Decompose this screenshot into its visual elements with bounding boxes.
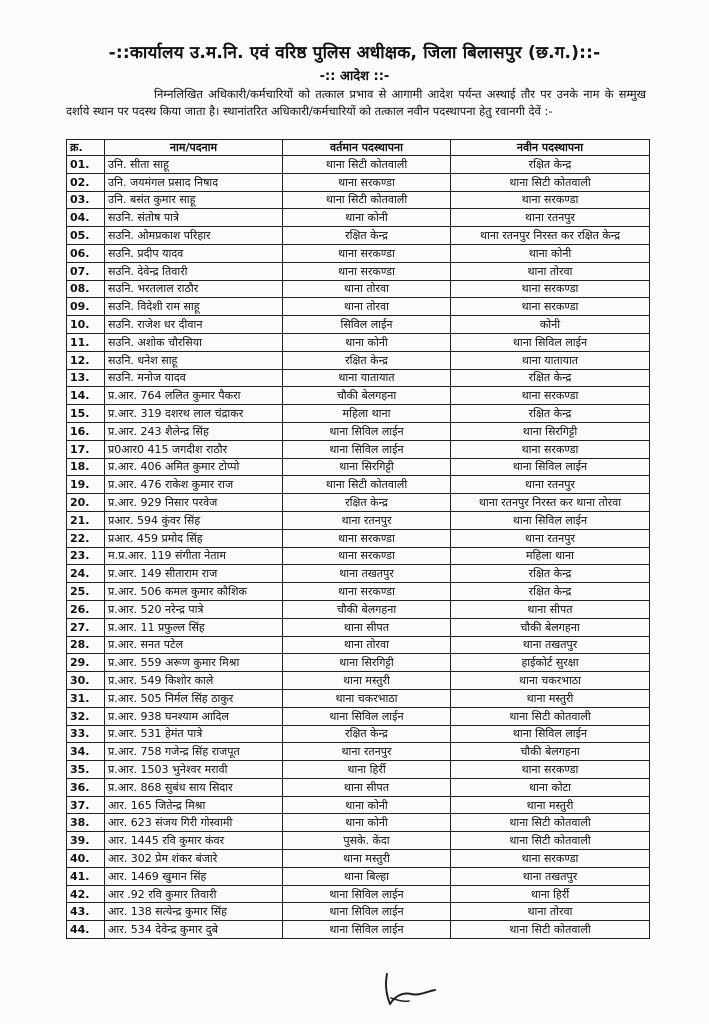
row-new-posting: थाना सिटी कोतवाली bbox=[451, 814, 650, 832]
row-new-posting: थाना कोनी bbox=[451, 244, 650, 262]
header-sno: क्र. bbox=[67, 140, 105, 156]
row-new-posting: थाना सीपत bbox=[451, 600, 650, 618]
row-sno: 20. bbox=[67, 494, 105, 512]
row-name: प्र.आर. 520 नरेन्द्र पात्रे bbox=[105, 600, 283, 618]
row-sno: 35. bbox=[67, 761, 105, 779]
row-name: सउनि. देवेन्द्र तिवारी bbox=[105, 262, 283, 280]
table-row bbox=[67, 369, 650, 387]
row-current-posting: थाना रतनपुर bbox=[283, 511, 451, 529]
row-current-posting: थाना मस्तुरी bbox=[283, 850, 451, 868]
row-new-posting: रक्षित केन्द्र bbox=[451, 369, 650, 387]
signature-mark bbox=[381, 968, 441, 1010]
table-row bbox=[67, 476, 650, 494]
row-current-posting: रक्षित केन्द्र bbox=[283, 494, 451, 512]
table-row bbox=[67, 885, 650, 903]
table-row bbox=[67, 583, 650, 601]
row-name: प्र.आर. 11 प्रफुल्ल सिंह bbox=[105, 618, 283, 636]
table-row bbox=[67, 511, 650, 529]
row-sno: 05. bbox=[67, 227, 105, 245]
row-new-posting: थाना तोरवा bbox=[451, 262, 650, 280]
table-row bbox=[67, 422, 650, 440]
order-title: -:: आदेश ::- bbox=[319, 69, 390, 84]
row-current-posting: सिविल लाईन bbox=[283, 316, 451, 334]
transfer-table bbox=[66, 139, 650, 939]
row-current-posting: रक्षित केन्द्र bbox=[283, 725, 451, 743]
row-sno: 12. bbox=[67, 351, 105, 369]
row-new-posting: हाईकोर्ट सुरक्षा bbox=[451, 654, 650, 672]
row-new-posting: थाना सिटी कोतवाली bbox=[451, 832, 650, 850]
row-name: प्र0आर0 415 जगदीश राठौर bbox=[105, 440, 283, 458]
row-current-posting: थाना कोनी bbox=[283, 209, 451, 227]
row-sno: 10. bbox=[67, 316, 105, 334]
order-intro-paragraph: निम्नलिखित अधिकारी/कर्मचारियों को तत्काल प्रभाव से आगामी आदेश पर्यन्त अस्थाई तौर पर उनके नाम के सम्मुख दर्शाये स्थान पर पदस्थ किया जाता है। स्थानांतरित अधिकारी/कर्मचारियों को तत्काल नवीन पदस्थापना हेतु रवानगी देवें :- bbox=[66, 87, 646, 118]
table-row bbox=[67, 316, 650, 334]
row-new-posting: थाना सरकण्डा bbox=[451, 850, 650, 868]
row-name: प्र.आर. 319 दशरथ लाल चंद्राकर bbox=[105, 405, 283, 423]
row-name: प्र.आर. 149 सीताराम राज bbox=[105, 565, 283, 583]
row-sno: 04. bbox=[67, 209, 105, 227]
row-current-posting: थाना सिरगिट्टी bbox=[283, 458, 451, 476]
row-current-posting: थाना तोरवा bbox=[283, 280, 451, 298]
row-name: प्रआर. 594 कुंवर सिंह bbox=[105, 511, 283, 529]
row-sno: 24. bbox=[67, 565, 105, 583]
table-row bbox=[67, 743, 650, 761]
row-sno: 08. bbox=[67, 280, 105, 298]
row-current-posting: थाना हिर्री bbox=[283, 761, 451, 779]
table-row bbox=[67, 547, 650, 565]
table-row bbox=[67, 244, 650, 262]
row-sno: 32. bbox=[67, 707, 105, 725]
row-sno: 11. bbox=[67, 333, 105, 351]
table-row bbox=[67, 405, 650, 423]
table-body bbox=[67, 156, 650, 939]
row-sno: 14. bbox=[67, 387, 105, 405]
table-row bbox=[67, 903, 650, 921]
header-new-posting: नवीन पदस्थापना bbox=[451, 140, 650, 156]
table-row bbox=[67, 351, 650, 369]
row-new-posting: कोनी bbox=[451, 316, 650, 334]
table-row bbox=[67, 832, 650, 850]
row-current-posting: थाना सिविल लाईन bbox=[283, 707, 451, 725]
row-current-posting: थाना सरकण्डा bbox=[283, 547, 451, 565]
row-current-posting: थाना बिल्हा bbox=[283, 867, 451, 885]
row-sno: 15. bbox=[67, 405, 105, 423]
row-new-posting: थाना सरकण्डा bbox=[451, 440, 650, 458]
row-name: आर. 165 जितेन्द्र मिश्रा bbox=[105, 796, 283, 814]
table-row bbox=[67, 707, 650, 725]
row-name: सउनि. संतोष पात्रे bbox=[105, 209, 283, 227]
row-sno: 36. bbox=[67, 778, 105, 796]
row-sno: 42. bbox=[67, 885, 105, 903]
row-name: प्र.आर. 929 निसार परवेज bbox=[105, 494, 283, 512]
row-current-posting: थाना सीपत bbox=[283, 618, 451, 636]
row-new-posting: रक्षित केन्द्र bbox=[451, 565, 650, 583]
row-new-posting: थाना सरकण्डा bbox=[451, 191, 650, 209]
row-name: प्र.आर. 868 सुबंध साय सिदार bbox=[105, 778, 283, 796]
row-sno: 23. bbox=[67, 547, 105, 565]
office-title: -::कार्यालय उ.म.नि. एवं वरिष्ठ पुलिस अधीक्षक, जिला बिलासपुर (छ.ग.)::- bbox=[108, 43, 601, 63]
row-sno: 29. bbox=[67, 654, 105, 672]
row-sno: 18. bbox=[67, 458, 105, 476]
row-new-posting: चौकी बेलगहना bbox=[451, 743, 650, 761]
table-row bbox=[67, 156, 650, 174]
row-current-posting: थाना कोनी bbox=[283, 333, 451, 351]
row-current-posting: महिला थाना bbox=[283, 405, 451, 423]
table-row bbox=[67, 298, 650, 316]
table-row bbox=[67, 227, 650, 245]
row-new-posting: रक्षित केन्द्र bbox=[451, 405, 650, 423]
row-new-posting: थाना सरकण्डा bbox=[451, 280, 650, 298]
table-row bbox=[67, 921, 650, 939]
row-sno: 43. bbox=[67, 903, 105, 921]
row-current-posting: थाना कोनी bbox=[283, 796, 451, 814]
row-new-posting: रक्षित केन्द्र bbox=[451, 156, 650, 174]
row-new-posting: थाना रतनपुर bbox=[451, 476, 650, 494]
table-row bbox=[67, 618, 650, 636]
row-current-posting: थाना सिविल लाईन bbox=[283, 422, 451, 440]
table-row bbox=[67, 814, 650, 832]
row-new-posting: थाना सरकण्डा bbox=[451, 298, 650, 316]
row-current-posting: थाना सिविल लाईन bbox=[283, 903, 451, 921]
row-current-posting: थाना सरकण्डा bbox=[283, 173, 451, 191]
row-current-posting: थाना तोरवा bbox=[283, 298, 451, 316]
row-current-posting: रक्षित केन्द्र bbox=[283, 227, 451, 245]
row-sno: 01. bbox=[67, 156, 105, 174]
row-sno: 27. bbox=[67, 618, 105, 636]
table-row bbox=[67, 280, 650, 298]
row-current-posting: थाना यातायात bbox=[283, 369, 451, 387]
row-new-posting: थाना सिटी कोतवाली bbox=[451, 707, 650, 725]
row-sno: 44. bbox=[67, 921, 105, 939]
table-row bbox=[67, 191, 650, 209]
row-new-posting: रक्षित केन्द्र bbox=[451, 583, 650, 601]
row-current-posting: थाना सिटी कोतवाली bbox=[283, 156, 451, 174]
row-sno: 40. bbox=[67, 850, 105, 868]
row-name: प्र.आर. 506 कमल कुमार कौशिक bbox=[105, 583, 283, 601]
row-sno: 34. bbox=[67, 743, 105, 761]
table-row bbox=[67, 173, 650, 191]
table-row bbox=[67, 565, 650, 583]
row-name: प्र.आर. 243 शैलेन्द्र सिंह bbox=[105, 422, 283, 440]
row-new-posting: थाना सिविल लाईन bbox=[451, 511, 650, 529]
row-current-posting: थाना सिटी कोतवाली bbox=[283, 476, 451, 494]
row-name: सउनि. अशोक चौरसिया bbox=[105, 333, 283, 351]
row-sno: 26. bbox=[67, 600, 105, 618]
row-name: आर. 302 प्रेम शंकर बंजारे bbox=[105, 850, 283, 868]
table-row bbox=[67, 494, 650, 512]
row-name: प्र.आर. 406 अमित कुमार टोप्पो bbox=[105, 458, 283, 476]
row-name: प्र.आर. 764 ललित कुमार पैकरा bbox=[105, 387, 283, 405]
row-new-posting: थाना यातायात bbox=[451, 351, 650, 369]
row-name: प्र.आर. 1503 भुनेश्वर मरावी bbox=[105, 761, 283, 779]
row-sno: 16. bbox=[67, 422, 105, 440]
row-name: सउनि. मनोज यादव bbox=[105, 369, 283, 387]
row-name: आर. 138 सत्येन्द्र कुमार सिंह bbox=[105, 903, 283, 921]
row-sno: 33. bbox=[67, 725, 105, 743]
row-new-posting: थाना रतनपुर निरस्त कर रक्षित केन्द्र bbox=[451, 227, 650, 245]
table-row bbox=[67, 636, 650, 654]
row-new-posting: थाना सिविल लाईन bbox=[451, 333, 650, 351]
row-name: म.प्र.आर. 119 संगीता नेताम bbox=[105, 547, 283, 565]
table-row bbox=[67, 387, 650, 405]
row-new-posting: थाना सिटी कोतवाली bbox=[451, 173, 650, 191]
row-current-posting: चौकी बेलगहना bbox=[283, 387, 451, 405]
row-name: आर .92 रवि कुमार तिवारी bbox=[105, 885, 283, 903]
row-current-posting: थाना कोनी bbox=[283, 814, 451, 832]
row-name: उनि. सीता साहू bbox=[105, 156, 283, 174]
row-new-posting: थाना सिटी कोतवाली bbox=[451, 921, 650, 939]
header-name: नाम/पदनाम bbox=[105, 140, 283, 156]
row-name: प्र.आर. 505 निर्मल सिंह ठाकुर bbox=[105, 689, 283, 707]
row-current-posting: रक्षित केन्द्र bbox=[283, 351, 451, 369]
row-name: सउनि. राजेश धर दीवान bbox=[105, 316, 283, 334]
row-sno: 02. bbox=[67, 173, 105, 191]
row-current-posting: थाना सरकण्डा bbox=[283, 529, 451, 547]
row-new-posting: थाना रतनपुर निरस्त कर थाना तोरवा bbox=[451, 494, 650, 512]
row-new-posting: महिला थाना bbox=[451, 547, 650, 565]
row-sno: 06. bbox=[67, 244, 105, 262]
row-sno: 03. bbox=[67, 191, 105, 209]
row-sno: 28. bbox=[67, 636, 105, 654]
row-new-posting: थाना तोरवा bbox=[451, 903, 650, 921]
table-row bbox=[67, 761, 650, 779]
table-row bbox=[67, 867, 650, 885]
row-current-posting: थाना सिरगिट्टी bbox=[283, 654, 451, 672]
table-header-row bbox=[67, 140, 650, 156]
row-name: प्र.आर. 559 अरूण कुमार मिश्रा bbox=[105, 654, 283, 672]
row-new-posting: चौकी बेलगहना bbox=[451, 618, 650, 636]
row-current-posting: थाना सरकण्डा bbox=[283, 583, 451, 601]
row-sno: 25. bbox=[67, 583, 105, 601]
row-current-posting: थाना तोरवा bbox=[283, 636, 451, 654]
row-sno: 30. bbox=[67, 672, 105, 690]
row-sno: 19. bbox=[67, 476, 105, 494]
row-current-posting: थाना सरकण्डा bbox=[283, 244, 451, 262]
row-new-posting: थाना सिविल लाईन bbox=[451, 458, 650, 476]
row-current-posting: थाना रतनपुर bbox=[283, 743, 451, 761]
row-current-posting: थाना सिटी कोतवाली bbox=[283, 191, 451, 209]
row-name: उनि. जयमंगल प्रसाद निषाद bbox=[105, 173, 283, 191]
row-sno: 37. bbox=[67, 796, 105, 814]
table-row bbox=[67, 440, 650, 458]
row-name: प्र.आर. 531 हेमंत पात्रे bbox=[105, 725, 283, 743]
table-row bbox=[67, 262, 650, 280]
row-sno: 13. bbox=[67, 369, 105, 387]
table-row bbox=[67, 600, 650, 618]
header-current-posting: वर्तमान पदस्थापना bbox=[283, 140, 451, 156]
row-current-posting: थाना सरकण्डा bbox=[283, 262, 451, 280]
row-current-posting: पुसके. केंदा bbox=[283, 832, 451, 850]
row-new-posting: थाना सिविल लाईन bbox=[451, 725, 650, 743]
row-new-posting: थाना सिरगिट्टी bbox=[451, 422, 650, 440]
row-new-posting: थाना रतनपुर bbox=[451, 529, 650, 547]
row-name: सउनि. धनेश साहू bbox=[105, 351, 283, 369]
row-name: सउनि. प्रदीप यादव bbox=[105, 244, 283, 262]
row-current-posting: थाना सिविल लाईन bbox=[283, 440, 451, 458]
table-row bbox=[67, 209, 650, 227]
row-name: आर. 534 देवेन्द्र कुमार दुबे bbox=[105, 921, 283, 939]
row-name: सउनि. विदेशी राम साहू bbox=[105, 298, 283, 316]
row-sno: 07. bbox=[67, 262, 105, 280]
row-sno: 41. bbox=[67, 867, 105, 885]
table-row bbox=[67, 672, 650, 690]
row-new-posting: थाना कोटा bbox=[451, 778, 650, 796]
row-sno: 39. bbox=[67, 832, 105, 850]
table-row bbox=[67, 778, 650, 796]
row-current-posting: थाना तखतपुर bbox=[283, 565, 451, 583]
row-current-posting: थाना चकरभाठा bbox=[283, 689, 451, 707]
table-row bbox=[67, 529, 650, 547]
row-current-posting: थाना सिविल लाईन bbox=[283, 885, 451, 903]
row-name: सउनि. भरतलाल राठौर bbox=[105, 280, 283, 298]
table-row bbox=[67, 333, 650, 351]
row-current-posting: थाना सीपत bbox=[283, 778, 451, 796]
row-name: उनि. बसंत कुमार साहू bbox=[105, 191, 283, 209]
row-name: सउनि. ओमप्रकाश परिहार bbox=[105, 227, 283, 245]
row-name: प्र.आर. 549 किशोर काले bbox=[105, 672, 283, 690]
table-row bbox=[67, 725, 650, 743]
row-name: प्रआर. 459 प्रमोद सिंह bbox=[105, 529, 283, 547]
row-sno: 22. bbox=[67, 529, 105, 547]
row-new-posting: थाना मस्तुरी bbox=[451, 689, 650, 707]
row-new-posting: थाना हिर्री bbox=[451, 885, 650, 903]
row-sno: 21. bbox=[67, 511, 105, 529]
row-new-posting: थाना चकरभाठा bbox=[451, 672, 650, 690]
row-sno: 17. bbox=[67, 440, 105, 458]
row-sno: 38. bbox=[67, 814, 105, 832]
table-row bbox=[67, 458, 650, 476]
row-new-posting: थाना सरकण्डा bbox=[451, 761, 650, 779]
row-name: प्र.आर. 758 गजेन्द्र सिंह राजपूत bbox=[105, 743, 283, 761]
row-name: आर. 623 संजय गिरी गोस्वामी bbox=[105, 814, 283, 832]
row-new-posting: थाना तखतपुर bbox=[451, 867, 650, 885]
table-row bbox=[67, 689, 650, 707]
row-new-posting: थाना तखतपुर bbox=[451, 636, 650, 654]
row-name: प्र.आर. 938 घनश्याम आदिल bbox=[105, 707, 283, 725]
row-new-posting: थाना मस्तुरी bbox=[451, 796, 650, 814]
row-name: प्र.आर. 476 राकेश कुमार राज bbox=[105, 476, 283, 494]
row-current-posting: चौकी बेलगहना bbox=[283, 600, 451, 618]
row-name: आर. 1469 खुमान सिंह bbox=[105, 867, 283, 885]
row-new-posting: थाना रतनपुर bbox=[451, 209, 650, 227]
row-name: आर. 1445 रवि कुमार कंवर bbox=[105, 832, 283, 850]
row-current-posting: थाना मस्तुरी bbox=[283, 672, 451, 690]
table-row bbox=[67, 850, 650, 868]
table-row bbox=[67, 654, 650, 672]
row-name: प्र.आर. सनत पटेल bbox=[105, 636, 283, 654]
row-new-posting: थाना सरकण्डा bbox=[451, 387, 650, 405]
table-row bbox=[67, 796, 650, 814]
row-current-posting: थाना सिविल लाईन bbox=[283, 921, 451, 939]
row-sno: 09. bbox=[67, 298, 105, 316]
row-sno: 31. bbox=[67, 689, 105, 707]
